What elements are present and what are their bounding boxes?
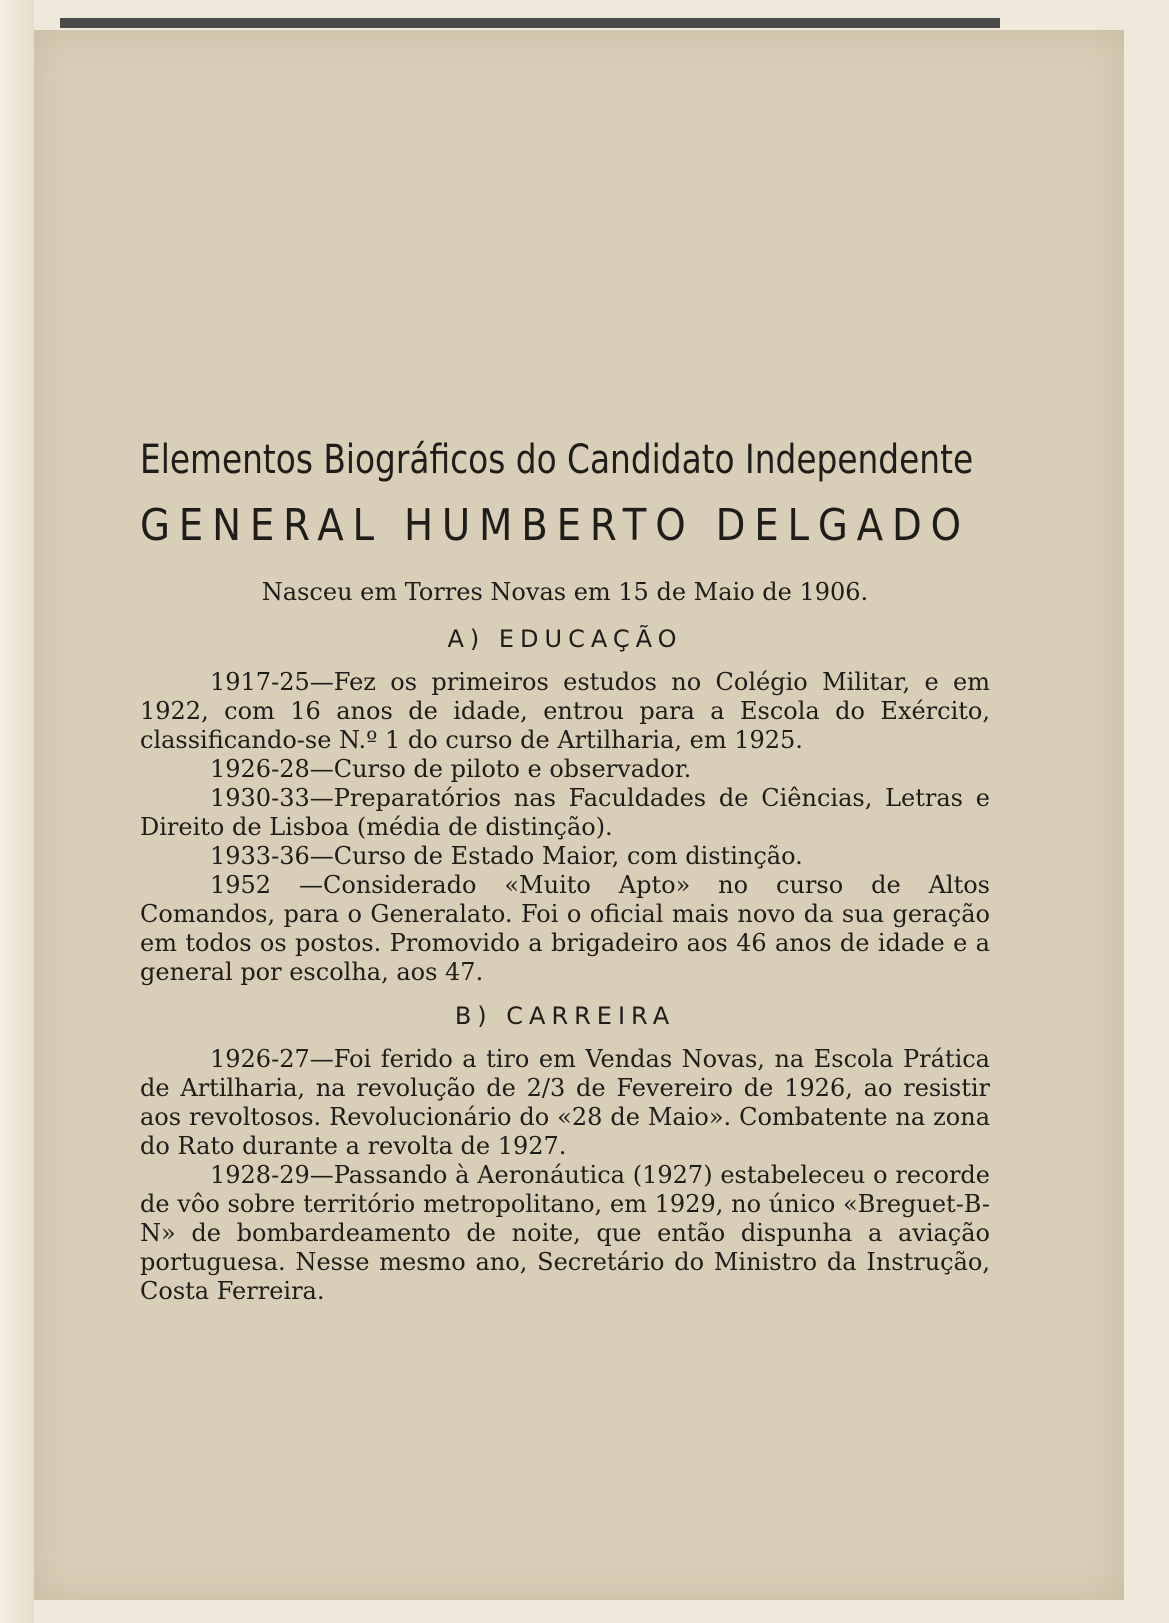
document-title: Elementos Biográficos do Candidato Independente [140,437,974,483]
page-fold-edge [0,0,34,1623]
candidate-name: GENERAL HUMBERTO DELGADO [140,500,970,551]
section-heading-education: A) EDUCAÇÃO [447,625,683,653]
paragraph: 1926-28—Curso de piloto e observador. [210,755,692,783]
paragraph: 1928-29—Passando à Aeronáutica (1927) estabeleceu o recorde de vôo sobre território metropolitano, em 1929, no único «Breguet-B-N» de bombardeamento de noite, que então dispunha a aviação portuguesa. Nesse mesmo ano, Secretário do Ministro da Instrução, Costa Ferreira. [140,1161,990,1305]
section-heading-career: B) CARREIRA [454,1002,676,1030]
paragraph: 1930-33—Preparatórios nas Faculdades de Ciências, Letras e Direito de Lisboa (média de distinção). [140,784,990,841]
paragraph: 1933-36—Curso de Estado Maior, com distinção. [210,842,803,870]
binding-strip [60,18,1000,28]
document-body [140,430,990,1306]
paragraph: 1926-27—Foi ferido a tiro em Vendas Novas, na Escola Prática de Artilharia, na revolução de 2/3 de Fevereiro de 1926, ao resistir aos revoltosos. Revolucionário do «28 de Maio». Combatente na zona do Rato durante a revolta de 1927. [140,1045,990,1160]
paragraph: 1952 —Considerado «Muito Apto» no curso de Altos Comandos, para o Generalato. Foi o oficial mais novo da sua geração em todos os postos. Promovido a brigadeiro aos 46 anos de idade e a general por escolha, aos 47. [140,871,990,986]
paragraph: 1917-25—Fez os primeiros estudos no Colégio Militar, e em 1922, com 16 anos de idade, entrou para a Escola do Exército, classificando-se N.º 1 do curso de Artilharia, em 1925. [140,668,990,754]
birth-line: Nasceu em Torres Novas em 15 de Maio de 1906. [261,578,869,606]
